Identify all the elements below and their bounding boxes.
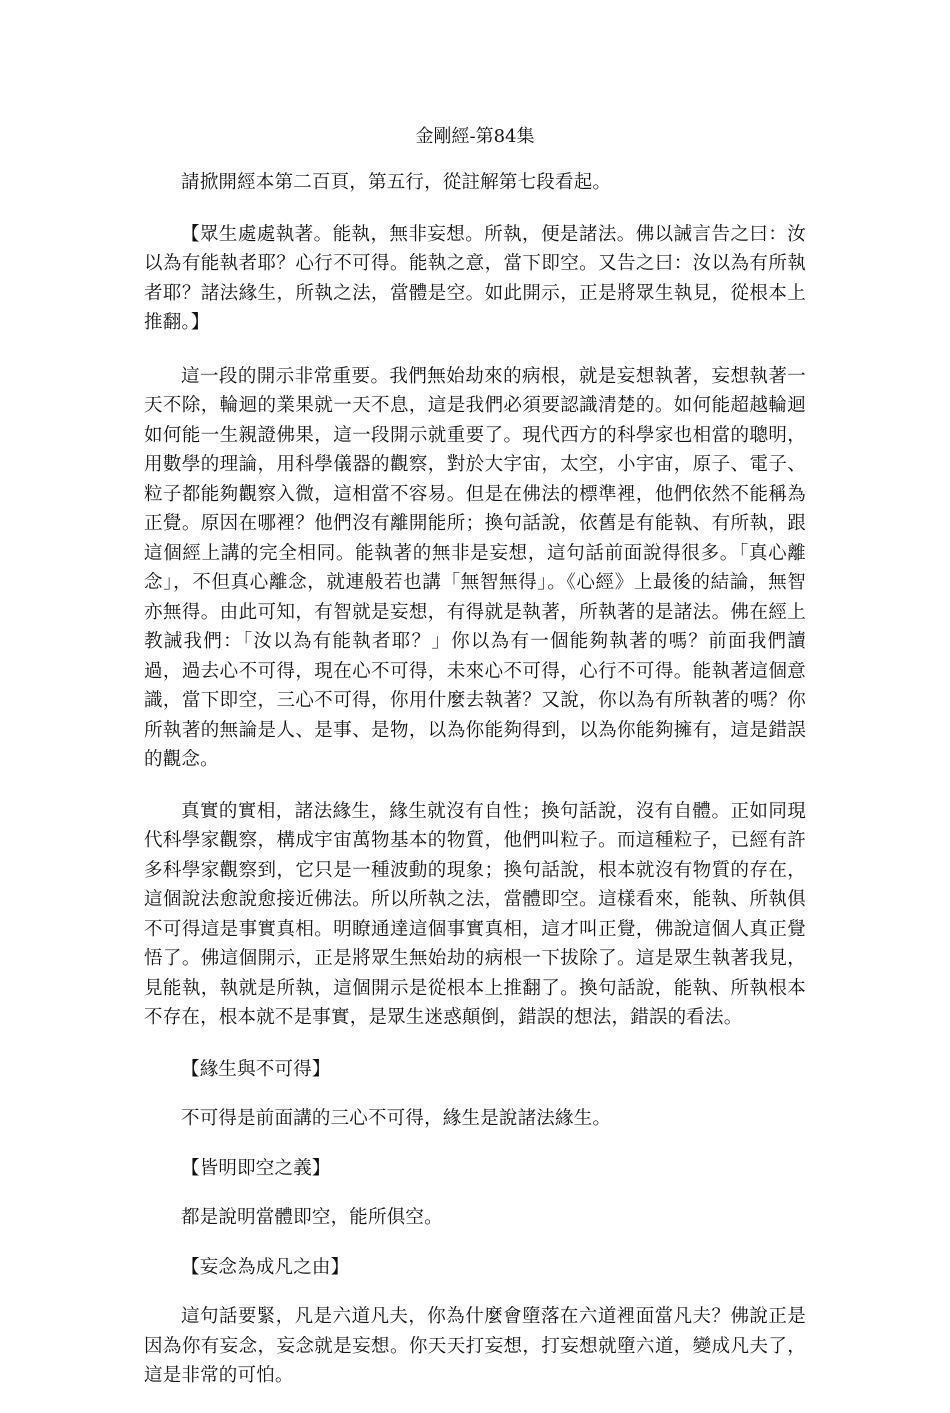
section-heading-1: 【緣生與不可得】 bbox=[181, 1058, 331, 1080]
section-heading-2: 【皆明即空之義】 bbox=[181, 1157, 331, 1179]
paragraph-commentary-2: 真實的實相，諸法緣生，緣生就沒有自性；換句話說，沒有自體。正如同現代科學家觀察，構成宇宙萬物基本的物質，他們叫粒子。而這種粒子，已經有許多科學家觀察到，它只是一種波動的現象；換句話說，根本就沒有物質的存在，這個說法愈說愈接近佛法。所以所執之法，當體即空。這樣看來，能執、所執俱不可得這是事實真相。明瞭通達這個事實真相，這才叫正覺，佛說這個人真正覺悟了。佛這個開示，正是將眾生無始劫的病根一下拔除了。這是眾生執著我見，見能執，執就是所執，這個開示是從根本上推翻了。換句話說，能執、所執根本不存在，根本就不是事實，是眾生迷惑顛倒，錯誤的想法，錯誤的看法。 bbox=[144, 800, 806, 1028]
paragraph-explanation-3: 這句話要緊，凡是六道凡夫，你為什麼會墮落在六道裡面當凡夫？佛說正是因為你有妄念，妄念就是妄想。你天天打妄想，打妄想就墮六道，變成凡夫了，這是非常的可怕。 bbox=[144, 1306, 806, 1386]
section-heading-3: 【妄念為成凡之由】 bbox=[181, 1256, 350, 1278]
document-title: 金剛經-第84集 bbox=[415, 126, 535, 147]
document-body bbox=[144, 168, 806, 1413]
paragraph-instruction: 請掀開經本第二百頁，第五行，從註解第七段看起。 bbox=[181, 172, 612, 193]
paragraph-commentary-1: 這一段的開示非常重要。我們無始劫來的病根，就是妄想執著，妄想執著一天不除，輪迴的業果就一天不息，這是我們必須要認識清楚的。如何能超越輪迴如何能一生親證佛果，這一段開示就重要了。現代西方的科學家也相當的聰明，用數學的理論，用科學儀器的觀察，對於大宇宙，太空，小宇宙，原子、電子、粒子都能夠觀察入微，這相當不容易。但是在佛法的標準裡，他們依然不能稱為正覺。原因在哪裡？他們沒有離開能所；換句話說，依舊是有能執、有所執，跟這個經上講的完全相同。能執著的無非是妄想，這句話前面說得很多。「真心離念」，不但真心離念，就連般若也講「無智無得」。《心經》上最後的結論，無智亦無得。由此可知，有智就是妄想，有得就是執著，所執著的是諸法。佛在經上教誡我們：「汝以為有能執者耶？」你以為有一個能夠執著的嗎？前面我們讀過，過去心不可得，現在心不可得，未來心不可得，心行不可得。能執著這個意識，當下即空，三心不可得，你用什麼去執著？又說，你以為有所執著的嗎？你所執著的無論是人、是事、是物，以為你能夠得到，以為你能夠擁有，這是錯誤的觀念。 bbox=[144, 365, 806, 770]
paragraph-explanation-2: 都是說明當體即空，能所俱空。 bbox=[181, 1207, 443, 1228]
paragraph-explanation-1: 不可得是前面講的三心不可得，緣生是說諸法緣生。 bbox=[181, 1108, 612, 1129]
paragraph-sutra-quote: 【眾生處處執著。能執，無非妄想。所執，便是諸法。佛以誡言告之曰：汝以為有能執者耶？心行不可得。能執之意，當下即空。又告之曰：汝以為有所執者耶？諸法緣生，所執之法，當體是空。如此開示，正是將眾生執見，從根本上推翻。】 bbox=[144, 223, 806, 333]
